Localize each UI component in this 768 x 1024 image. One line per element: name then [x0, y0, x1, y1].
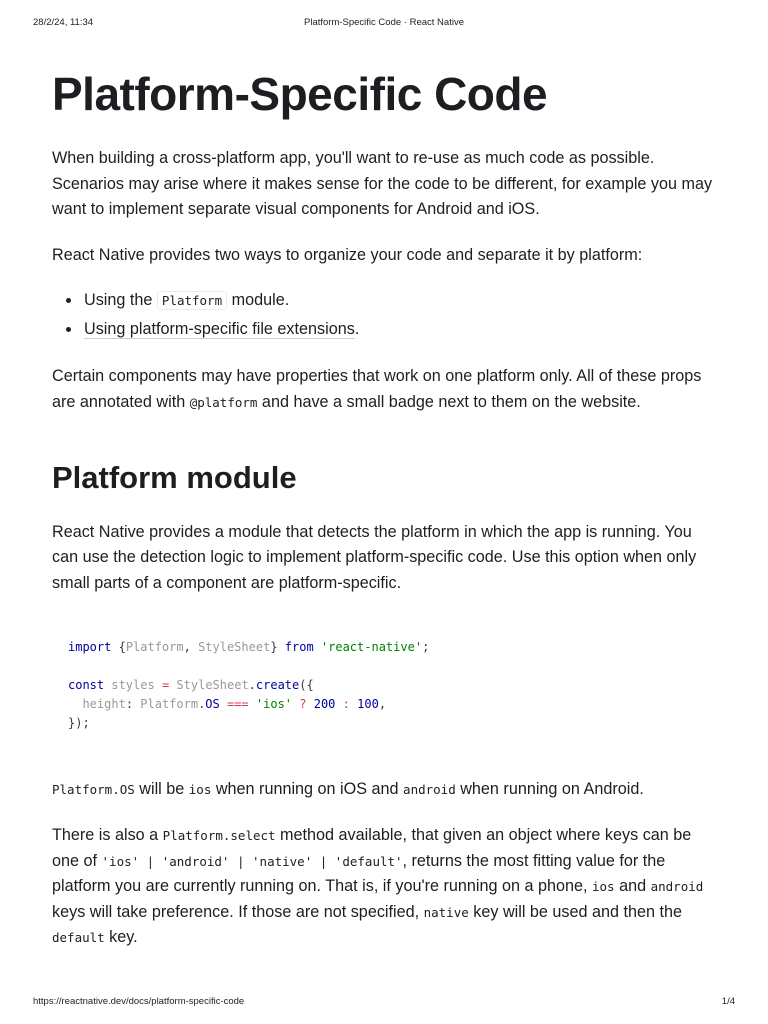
os-paragraph: [52, 777, 722, 803]
list-item-text: module.: [227, 291, 290, 310]
article: [52, 62, 722, 951]
paragraph-text: There is also a: [52, 825, 163, 844]
code-token: ,: [183, 640, 199, 655]
code-token: 'react-native': [320, 640, 423, 655]
paragraph-text: method available, that given an object where keys can be one of: [52, 825, 692, 870]
code-token: ?: [299, 697, 307, 712]
inline-code: 'ios' | 'android' | 'native' | 'default': [101, 853, 403, 869]
select-paragraph: [52, 823, 722, 951]
page-title: Platform-Specific Code: [52, 68, 548, 120]
code-line: [68, 695, 706, 714]
inline-code: native: [423, 904, 469, 920]
code-token: ({: [299, 678, 314, 693]
inline-code: android: [650, 879, 704, 895]
inline-code: ios: [592, 879, 615, 895]
list-item: [84, 286, 722, 315]
code-token: ;: [422, 640, 430, 655]
page-counter: 1/4: [721, 996, 735, 1007]
code-token: Platform: [125, 640, 184, 655]
code-line: [68, 676, 706, 695]
inline-code: android: [403, 782, 456, 798]
inline-code: default: [52, 930, 105, 946]
section-intro-paragraph: React Native provides a module that detects the platform in which the app is running. You can use the detection logic to implement platform-specific code. Use this option when only small parts of a component are platform-specific.: [52, 522, 697, 592]
code-token: [68, 697, 82, 711]
inline-code: @platform: [189, 394, 258, 410]
paragraph-text: and have a small badge next to them on the website.: [257, 392, 641, 411]
print-header: [0, 17, 768, 31]
ways-list: [52, 286, 722, 344]
paragraph-text: key.: [104, 928, 138, 947]
print-page-title: Platform-Specific Code · React Native: [304, 17, 464, 28]
annotated-paragraph: [52, 364, 722, 415]
inline-code: Platform.OS: [52, 782, 135, 798]
code-token: [335, 697, 342, 711]
code-line: [68, 714, 706, 733]
inline-code: Platform.select: [162, 827, 276, 843]
paragraph-text: will be: [134, 780, 189, 799]
inline-code: Platform: [157, 291, 227, 310]
code-token: :: [342, 697, 350, 712]
list-item-text: Using the: [84, 291, 157, 310]
code-token: create: [255, 678, 300, 693]
code-token: =: [161, 678, 170, 693]
paragraph-text: key will be used and then the: [468, 902, 683, 921]
code-token: StyleSheet: [176, 678, 249, 693]
paragraph-text: Certain components may have properties that work on one platform only. All of these props are annotated with: [52, 367, 702, 411]
code-token: }: [270, 640, 285, 655]
code-token: from: [284, 640, 314, 655]
print-date: 28/2/24, 11:34: [33, 17, 94, 28]
code-token: styles: [111, 678, 155, 693]
code-token: height: [82, 697, 126, 712]
print-url: https://reactnative.dev/docs/platform-specific-code: [33, 996, 245, 1007]
paragraph-text: and: [614, 877, 651, 896]
code-line: [68, 638, 706, 657]
file-extensions-link[interactable]: Using platform-specific file extensions: [84, 320, 355, 339]
section-title: Platform module: [52, 459, 297, 495]
code-block[interactable]: [52, 624, 722, 747]
code-token: [155, 678, 162, 692]
print-footer: [0, 996, 768, 1010]
code-token: [314, 640, 321, 654]
code-token: .: [248, 678, 256, 693]
code-token: const: [68, 678, 105, 693]
code-token: .: [198, 697, 206, 712]
inline-code: ios: [188, 782, 212, 798]
code-token: [249, 697, 256, 711]
paragraph-text: , returns the most fitting value for the platform you are currently running on. That is, if you're running on a phone,: [52, 851, 666, 896]
code-token: [307, 697, 314, 711]
code-token: });: [68, 716, 90, 731]
ways-paragraph: React Native provides two ways to organize your code and separate it by platform:: [52, 245, 643, 264]
paragraph-text: when running on Android.: [455, 780, 644, 799]
list-item: [84, 315, 722, 344]
paragraph-text: when running on iOS and: [211, 780, 404, 799]
code-token: ,: [378, 697, 387, 712]
code-token: import: [68, 640, 112, 655]
code-line: [68, 657, 706, 676]
code-token: Platform: [140, 697, 199, 712]
intro-paragraph: When building a cross-platform app, you'll want to re-use as much code as possible. Scenarios may arise where it makes sense for the code to be different, for example you may want to implement separate visual components for Android and iOS.: [52, 149, 713, 219]
code-token: 100: [357, 697, 379, 712]
code-token: StyleSheet: [198, 640, 271, 655]
code-token: 200: [313, 697, 336, 712]
code-token: [220, 697, 227, 711]
code-token: 'ios': [255, 697, 293, 712]
code-token: :: [125, 697, 141, 712]
list-item-text: .: [354, 320, 360, 339]
paragraph-text: keys will take preference. If those are not specified,: [52, 902, 424, 921]
code-token: {: [111, 640, 126, 655]
code-token: ===: [226, 697, 249, 712]
code-token: OS: [205, 697, 220, 712]
